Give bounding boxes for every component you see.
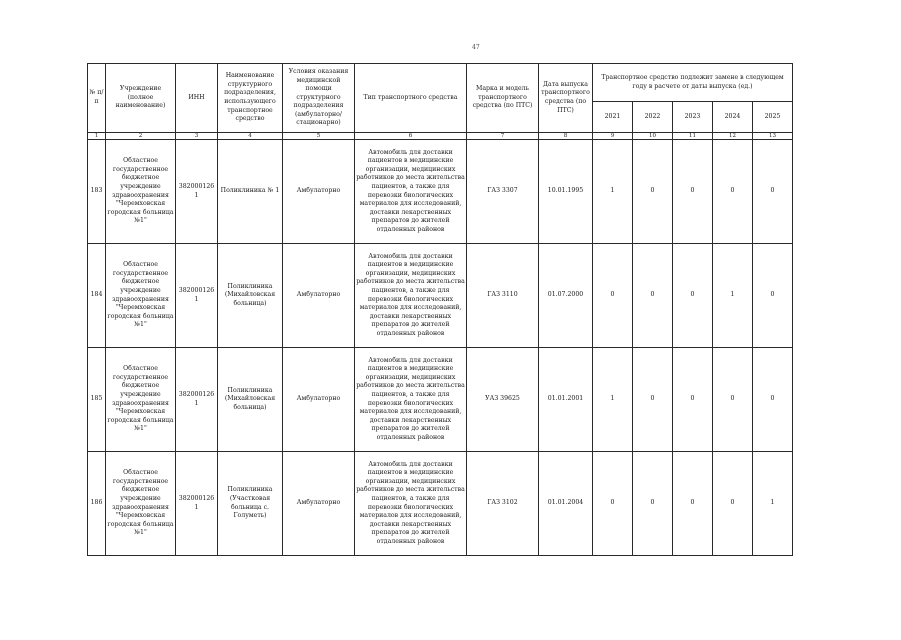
- row-year-2022: 0: [633, 452, 673, 556]
- header-inn: ИНН: [176, 64, 218, 133]
- col-number: 10: [633, 133, 673, 140]
- row-release-date: 01.01.2004: [539, 452, 593, 556]
- row-institution: Областное государственное бюджетное учреждение здравоохранения "Черемховская городская больница №1": [106, 244, 176, 348]
- row-institution: Областное государственное бюджетное учреждение здравоохранения "Черемховская городская больница №1": [106, 452, 176, 556]
- header-unit: Наименование структурного подразделения, использующего транспортное средство: [218, 64, 283, 133]
- col-number: 8: [539, 133, 593, 140]
- col-number: 9: [593, 133, 633, 140]
- col-number: 4: [218, 133, 283, 140]
- row-vehicle-type: Автомобиль для доставки пациентов в медицинские организации, медицинских работников до места жительства пациентов, а также для перевозки биологических материалов для исследований, доставки лекарственных препаратов до жителей отдаленных районов: [355, 244, 467, 348]
- header-conditions: Условия оказания медицинской помощи структурного подразделения (амбулаторно/стационарно): [283, 64, 355, 133]
- row-year-2022: 0: [633, 140, 673, 244]
- header-year-2024: 2024: [713, 102, 753, 133]
- row-year-2021: 0: [593, 244, 633, 348]
- page-number: 47: [472, 44, 480, 51]
- row-year-2021: 1: [593, 140, 633, 244]
- row-year-2021: 0: [593, 452, 633, 556]
- row-year-2023: 0: [673, 348, 713, 452]
- row-inn: 3820001261: [176, 140, 218, 244]
- row-year-2025: 1: [753, 452, 793, 556]
- header-year-2025: 2025: [753, 102, 793, 133]
- row-year-2025: 0: [753, 348, 793, 452]
- header-year-2021: 2021: [593, 102, 633, 133]
- col-number: 1: [88, 133, 106, 140]
- col-number: 12: [713, 133, 753, 140]
- row-unit: Поликлиника (Михайловская больница): [218, 348, 283, 452]
- row-conditions: Амбулаторно: [283, 140, 355, 244]
- header-year-2023: 2023: [673, 102, 713, 133]
- col-number: 11: [673, 133, 713, 140]
- row-year-2023: 0: [673, 140, 713, 244]
- row-year-2024: 0: [713, 140, 753, 244]
- table-row: [88, 452, 793, 556]
- row-conditions: Амбулаторно: [283, 452, 355, 556]
- row-num: 186: [88, 452, 106, 556]
- row-year-2022: 0: [633, 348, 673, 452]
- row-inn: 3820001261: [176, 452, 218, 556]
- row-brand: УАЗ 39625: [467, 348, 539, 452]
- row-year-2023: 0: [673, 244, 713, 348]
- col-number: 3: [176, 133, 218, 140]
- row-num: 184: [88, 244, 106, 348]
- row-brand: ГАЗ 3102: [467, 452, 539, 556]
- row-num: 185: [88, 348, 106, 452]
- row-vehicle-type: Автомобиль для доставки пациентов в медицинские организации, медицинских работников до места жительства пациентов, а также для перевозки биологических материалов для исследований, доставки лекарственных препаратов до жителей отдаленных районов: [355, 348, 467, 452]
- col-number: 2: [106, 133, 176, 140]
- col-number: 5: [283, 133, 355, 140]
- row-year-2022: 0: [633, 244, 673, 348]
- row-release-date: 01.01.2001: [539, 348, 593, 452]
- row-release-date: 10.01.1995: [539, 140, 593, 244]
- row-unit: Поликлиника (Участковая больница с. Голуметь): [218, 452, 283, 556]
- row-unit: Поликлиника № 1: [218, 140, 283, 244]
- row-year-2024: 0: [713, 348, 753, 452]
- table-row: [88, 244, 793, 348]
- header-num: № п/п: [88, 64, 106, 133]
- row-conditions: Амбулаторно: [283, 348, 355, 452]
- row-vehicle-type: Автомобиль для доставки пациентов в медицинские организации, медицинских работников до места жительства пациентов, а также для перевозки биологических материалов для исследований, доставки лекарственных препаратов до жителей отдаленных районов: [355, 452, 467, 556]
- header-replacement: Транспортное средство подлежит замене в следующем году в расчете от даты выпуска (ед.): [593, 64, 793, 102]
- col-number: 6: [355, 133, 467, 140]
- header-brand: Марка и модель транспортного средства (по ПТС): [467, 64, 539, 133]
- row-unit: Поликлиника (Михайловская больница): [218, 244, 283, 348]
- row-num: 183: [88, 140, 106, 244]
- row-brand: ГАЗ 3307: [467, 140, 539, 244]
- row-year-2024: 1: [713, 244, 753, 348]
- table-row: [88, 140, 793, 244]
- vehicle-replacement-table: [87, 63, 793, 556]
- col-number: 7: [467, 133, 539, 140]
- row-vehicle-type: Автомобиль для доставки пациентов в медицинские организации, медицинских работников до места жительства пациентов, а также для перевозки биологических материалов для исследований, доставки лекарственных препаратов до жителей отдаленных районов: [355, 140, 467, 244]
- row-inn: 3820001261: [176, 348, 218, 452]
- row-year-2021: 1: [593, 348, 633, 452]
- row-year-2024: 0: [713, 452, 753, 556]
- col-number: 13: [753, 133, 793, 140]
- row-year-2025: 0: [753, 140, 793, 244]
- row-brand: ГАЗ 3110: [467, 244, 539, 348]
- row-institution: Областное государственное бюджетное учреждение здравоохранения "Черемховская городская больница №1": [106, 140, 176, 244]
- row-year-2025: 0: [753, 244, 793, 348]
- table-row: [88, 348, 793, 452]
- row-conditions: Амбулаторно: [283, 244, 355, 348]
- row-institution: Областное государственное бюджетное учреждение здравоохранения "Черемховская городская больница №1": [106, 348, 176, 452]
- header-institution: Учреждение (полное наименование): [106, 64, 176, 133]
- header-release-date: Дата выпуска транспортного средства (по ПТС): [539, 64, 593, 133]
- row-release-date: 01.07.2000: [539, 244, 593, 348]
- row-year-2023: 0: [673, 452, 713, 556]
- row-inn: 3820001261: [176, 244, 218, 348]
- header-year-2022: 2022: [633, 102, 673, 133]
- header-vehicle-type: Тип транспортного средства: [355, 64, 467, 133]
